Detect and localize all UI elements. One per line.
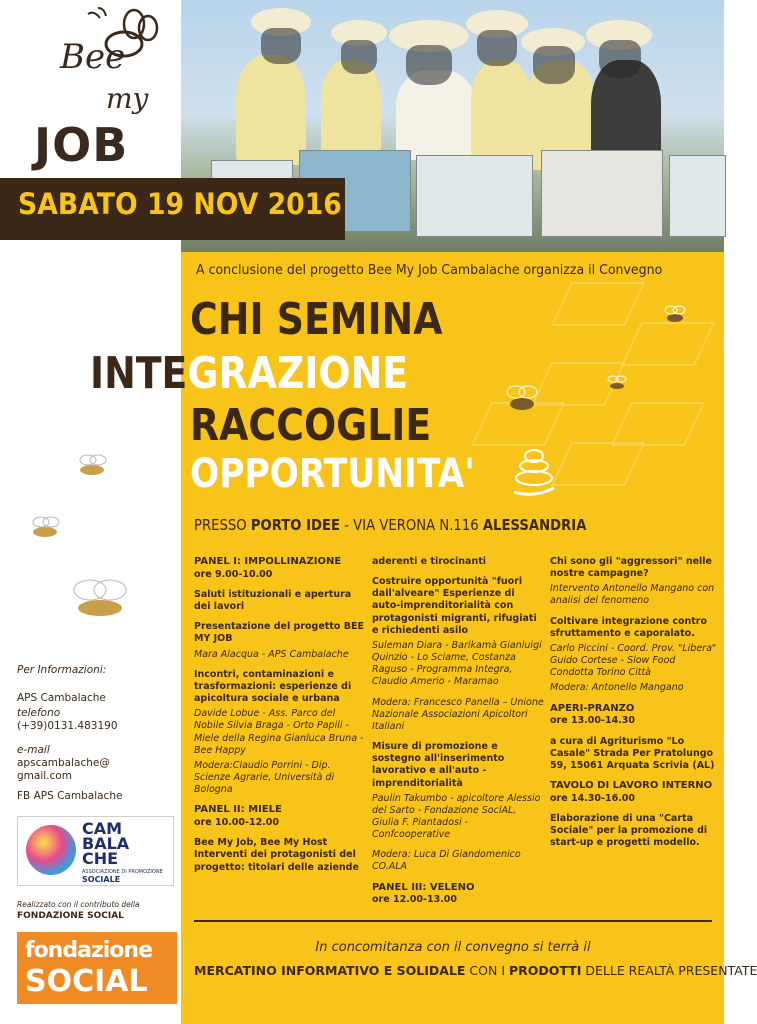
bottom-market-b: CON I bbox=[465, 963, 509, 978]
program-item: Chi sono gli "aggressori" nelle nostre campagne? bbox=[550, 556, 712, 580]
panel-1-title: PANEL I: IMPOLLINAZIONE bbox=[194, 556, 342, 567]
panel-3-title: PANEL III: VELENO bbox=[372, 881, 475, 893]
program-speaker: Davide Lobue - Ass. Parco del Nobile Silvia Braga - Orto Papili - Miele della Regina Gianluca Bruna - Bee Happy bbox=[194, 708, 364, 756]
logo-my-text: my bbox=[106, 82, 149, 115]
tavolo-title: TAVOLO DI LAVORO INTERNO bbox=[550, 779, 713, 791]
title-line-2a: INTE bbox=[90, 348, 188, 399]
fs-logo-line-1: fondazione bbox=[25, 938, 152, 963]
logo-bee-text: Bee bbox=[60, 37, 126, 77]
bottom-market-c: PRODOTTI bbox=[508, 963, 582, 978]
bee-icon bbox=[82, 8, 162, 68]
program-speaker: Carlo Piccini - Coord. Prov. "Libera" Guido Cortese - Slow Food Condotta Torino Città bbox=[550, 642, 717, 679]
panel-1-time: ore 9.00-10.00 bbox=[194, 568, 273, 580]
program-item: Saluti istituzionali e apertura dei lavori bbox=[194, 588, 352, 613]
program-item: aderenti e tirocinanti bbox=[372, 556, 487, 567]
title-line-2 bbox=[90, 348, 408, 399]
cam-line-3: CHE bbox=[82, 849, 119, 869]
program-moderator: Modera: Luca Di Giandomenico CO.ALA bbox=[372, 849, 521, 873]
title-line-1: CHI SEMINA bbox=[190, 294, 443, 345]
program-moderator: Modera:Claudio Porrini - Dip. Scienze Agrarie, Università di Bologna bbox=[194, 759, 335, 796]
globe-icon bbox=[26, 825, 76, 875]
program-item: Coltivare integrazione contro sfruttamento e caporalato. bbox=[550, 615, 707, 639]
tavolo-time: ore 14.30-16.00 bbox=[550, 792, 636, 804]
venue-city: ALESSANDRIA bbox=[482, 516, 587, 534]
program-column-1 bbox=[194, 556, 364, 882]
cam-line-2: BALA bbox=[82, 834, 130, 854]
bee-icon bbox=[62, 574, 138, 630]
venue bbox=[194, 516, 586, 534]
program-item: Bee My Job, Bee My Host Interventi dei protagonisti del progetto: titolari delle aziende bbox=[194, 837, 359, 873]
program-item: Presentazione del progetto BEE MY JOB bbox=[194, 621, 364, 645]
venue-prefix: PRESSO bbox=[194, 516, 251, 534]
title-line-3: RACCOGLIE bbox=[190, 400, 432, 451]
program-item: Costruire opportunità "fuori dall'alveare" Esperienze di auto-imprenditorialità con protagonisti migranti, rifugiati e richiedenti asilo bbox=[372, 576, 537, 636]
bee-icon bbox=[25, 514, 67, 544]
bottom-note: In concomitanza con il convegno si terrà il bbox=[315, 940, 591, 955]
panel-2-title: PANEL II: MIELE bbox=[194, 804, 282, 816]
info-email[interactable]: apscambalache@ gmail.com bbox=[17, 757, 110, 783]
bottom-market-d: DELLE REALTÀ PRESENTATE bbox=[581, 963, 757, 978]
logo-job-text: JOB bbox=[34, 118, 129, 172]
info-email-label: e-mail bbox=[17, 744, 50, 756]
bee-icon bbox=[604, 372, 630, 394]
title-line-4: OPPORTUNITA' bbox=[190, 451, 475, 497]
cam-line-1: CAM bbox=[82, 819, 123, 838]
bee-icon bbox=[500, 378, 544, 422]
cam-sub: ASSOCIAZIONE DI PROMOZIONE bbox=[82, 869, 163, 875]
bottom-market-a: MERCATINO INFORMATIVO E SOLIDALE bbox=[194, 963, 466, 978]
info-phone-label: telefono bbox=[17, 707, 61, 719]
bee-my-job-logo bbox=[22, 8, 172, 178]
program-column-2 bbox=[372, 556, 544, 915]
info-facebook[interactable]: FB APS Cambalache bbox=[17, 790, 123, 802]
panel-2-time: ore 10.00-12.00 bbox=[194, 817, 280, 829]
cambalache-logo-text bbox=[82, 821, 129, 867]
funding-name: FONDAZIONE SOCIAL bbox=[17, 911, 124, 921]
info-header: Per Informazioni: bbox=[17, 664, 107, 676]
program-speaker: Mara Alacqua - APS Cambalache bbox=[194, 648, 349, 660]
info-org: APS Cambalache bbox=[17, 692, 106, 704]
program-speaker: Paulin Takumbo - apicoltore Alessio del Sarto - Fondazione SociAL, Giulia F. Piantadosi - Confcooperative bbox=[372, 792, 541, 841]
fondazione-social-logo bbox=[17, 932, 177, 1004]
program-moderator: Modera: Francesco Panella – Unione Nazionale Associazioni Apicoltori Italiani bbox=[372, 696, 544, 732]
beehive-icon bbox=[512, 448, 556, 498]
program-speaker: Suleman Diara - Barikamà Gianluigi Quinzio - Lo Sciame, Costanza Raguso - Programma Integra, Claudio Amerio - Maramao bbox=[372, 639, 542, 688]
panel-3-time: ore 12.00-13.00 bbox=[372, 894, 458, 906]
event-date: SABATO 19 NOV 2016 bbox=[18, 187, 342, 221]
title-line-2b: GRAZIONE bbox=[187, 348, 409, 399]
program-moderator: Modera: Antonello Mangano bbox=[550, 682, 684, 694]
funding-note: Realizzato con il contributo della bbox=[17, 900, 140, 909]
program-item: Misure di promozione e sostegno all'inserimento lavorativo e all'auto - imprenditorialità bbox=[372, 741, 505, 789]
aperi-desc: a cura di Agriturismo "Lo Casale" Strada Per Pratolungo 59, 15061 Arquata Scrivia (AL) bbox=[550, 735, 715, 771]
venue-address: - VIA VERONA N.116 bbox=[340, 516, 483, 534]
intro-text: A conclusione del progetto Bee My Job Cambalache organizza il Convegno bbox=[196, 262, 663, 278]
venue-place: PORTO IDEE bbox=[250, 516, 341, 534]
bottom-divider bbox=[194, 920, 712, 922]
program-column-3 bbox=[550, 556, 718, 857]
aperi-time: ore 13.00-14.30 bbox=[550, 715, 636, 727]
bee-icon bbox=[72, 452, 114, 482]
info-phone: (+39)0131.483190 bbox=[17, 720, 118, 732]
bee-icon bbox=[660, 302, 690, 328]
bottom-market bbox=[194, 963, 757, 978]
program-item: Incontri, contaminazioni e trasformazioni: esperienze di apicoltura sociale e urbana bbox=[194, 668, 352, 705]
aperi-title: APERI-PRANZO bbox=[550, 702, 635, 714]
program-speaker: Intervento Antonello Mangano con analisi del fenomeno bbox=[550, 583, 715, 607]
cambalache-logo bbox=[17, 816, 174, 886]
tavolo-desc: Elaborazione di una "Carta Sociale" per la promozione di start-up e progetti modello. bbox=[550, 812, 708, 849]
cam-sub-2: SOCIALE bbox=[82, 875, 121, 884]
fs-logo-line-2: SOCIAL bbox=[25, 964, 148, 999]
